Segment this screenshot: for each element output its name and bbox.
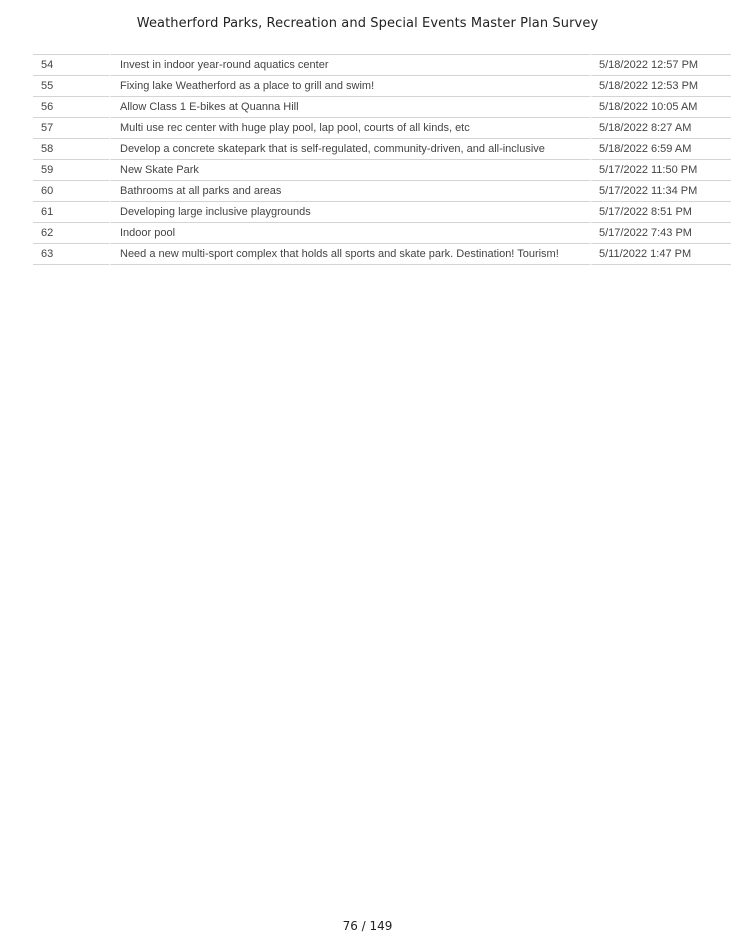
- page-number: 76 / 149: [342, 919, 393, 933]
- page-title: Weatherford Parks, Recreation and Special Events Master Plan Survey: [136, 16, 599, 31]
- response-date: 5/17/2022 11:50 PM: [590, 160, 731, 181]
- response-text: Indoor pool: [109, 223, 590, 244]
- table-row: [33, 181, 731, 202]
- responses-table: [33, 54, 731, 265]
- response-number: 54: [33, 54, 109, 76]
- response-text: Develop a concrete skatepark that is self-regulated, community-driven, and all-inclusive: [109, 139, 590, 160]
- response-text: Developing large inclusive playgrounds: [109, 202, 590, 223]
- response-number: 56: [33, 97, 109, 118]
- response-date: 5/18/2022 10:05 AM: [590, 97, 731, 118]
- response-number: 55: [33, 76, 109, 97]
- response-date: 5/18/2022 8:27 AM: [590, 118, 731, 139]
- table-row: [33, 97, 731, 118]
- table-row: [33, 54, 731, 76]
- table-row: [33, 139, 731, 160]
- response-date: 5/17/2022 11:34 PM: [590, 181, 731, 202]
- response-number: 63: [33, 244, 109, 265]
- response-date: 5/17/2022 7:43 PM: [590, 223, 731, 244]
- response-number: 58: [33, 139, 109, 160]
- response-number: 61: [33, 202, 109, 223]
- table-row: [33, 118, 731, 139]
- response-text: Invest in indoor year-round aquatics center: [109, 54, 590, 76]
- response-date: 5/11/2022 1:47 PM: [590, 244, 731, 265]
- response-number: 59: [33, 160, 109, 181]
- response-date: 5/17/2022 8:51 PM: [590, 202, 731, 223]
- response-text: Allow Class 1 E-bikes at Quanna Hill: [109, 97, 590, 118]
- response-date: 5/18/2022 12:53 PM: [590, 76, 731, 97]
- response-date: 5/18/2022 6:59 AM: [590, 139, 731, 160]
- response-number: 62: [33, 223, 109, 244]
- table-row: [33, 202, 731, 223]
- response-text: Bathrooms at all parks and areas: [109, 181, 590, 202]
- table-row: [33, 244, 731, 265]
- response-text: Fixing lake Weatherford as a place to grill and swim!: [109, 76, 590, 97]
- response-number: 57: [33, 118, 109, 139]
- table-row: [33, 160, 731, 181]
- response-number: 60: [33, 181, 109, 202]
- table-row: [33, 76, 731, 97]
- response-text: New Skate Park: [109, 160, 590, 181]
- table-row: [33, 223, 731, 244]
- response-date: 5/18/2022 12:57 PM: [590, 54, 731, 76]
- response-text: Multi use rec center with huge play pool, lap pool, courts of all kinds, etc: [109, 118, 590, 139]
- response-text: Need a new multi-sport complex that holds all sports and skate park. Destination! Tourism!: [109, 244, 590, 265]
